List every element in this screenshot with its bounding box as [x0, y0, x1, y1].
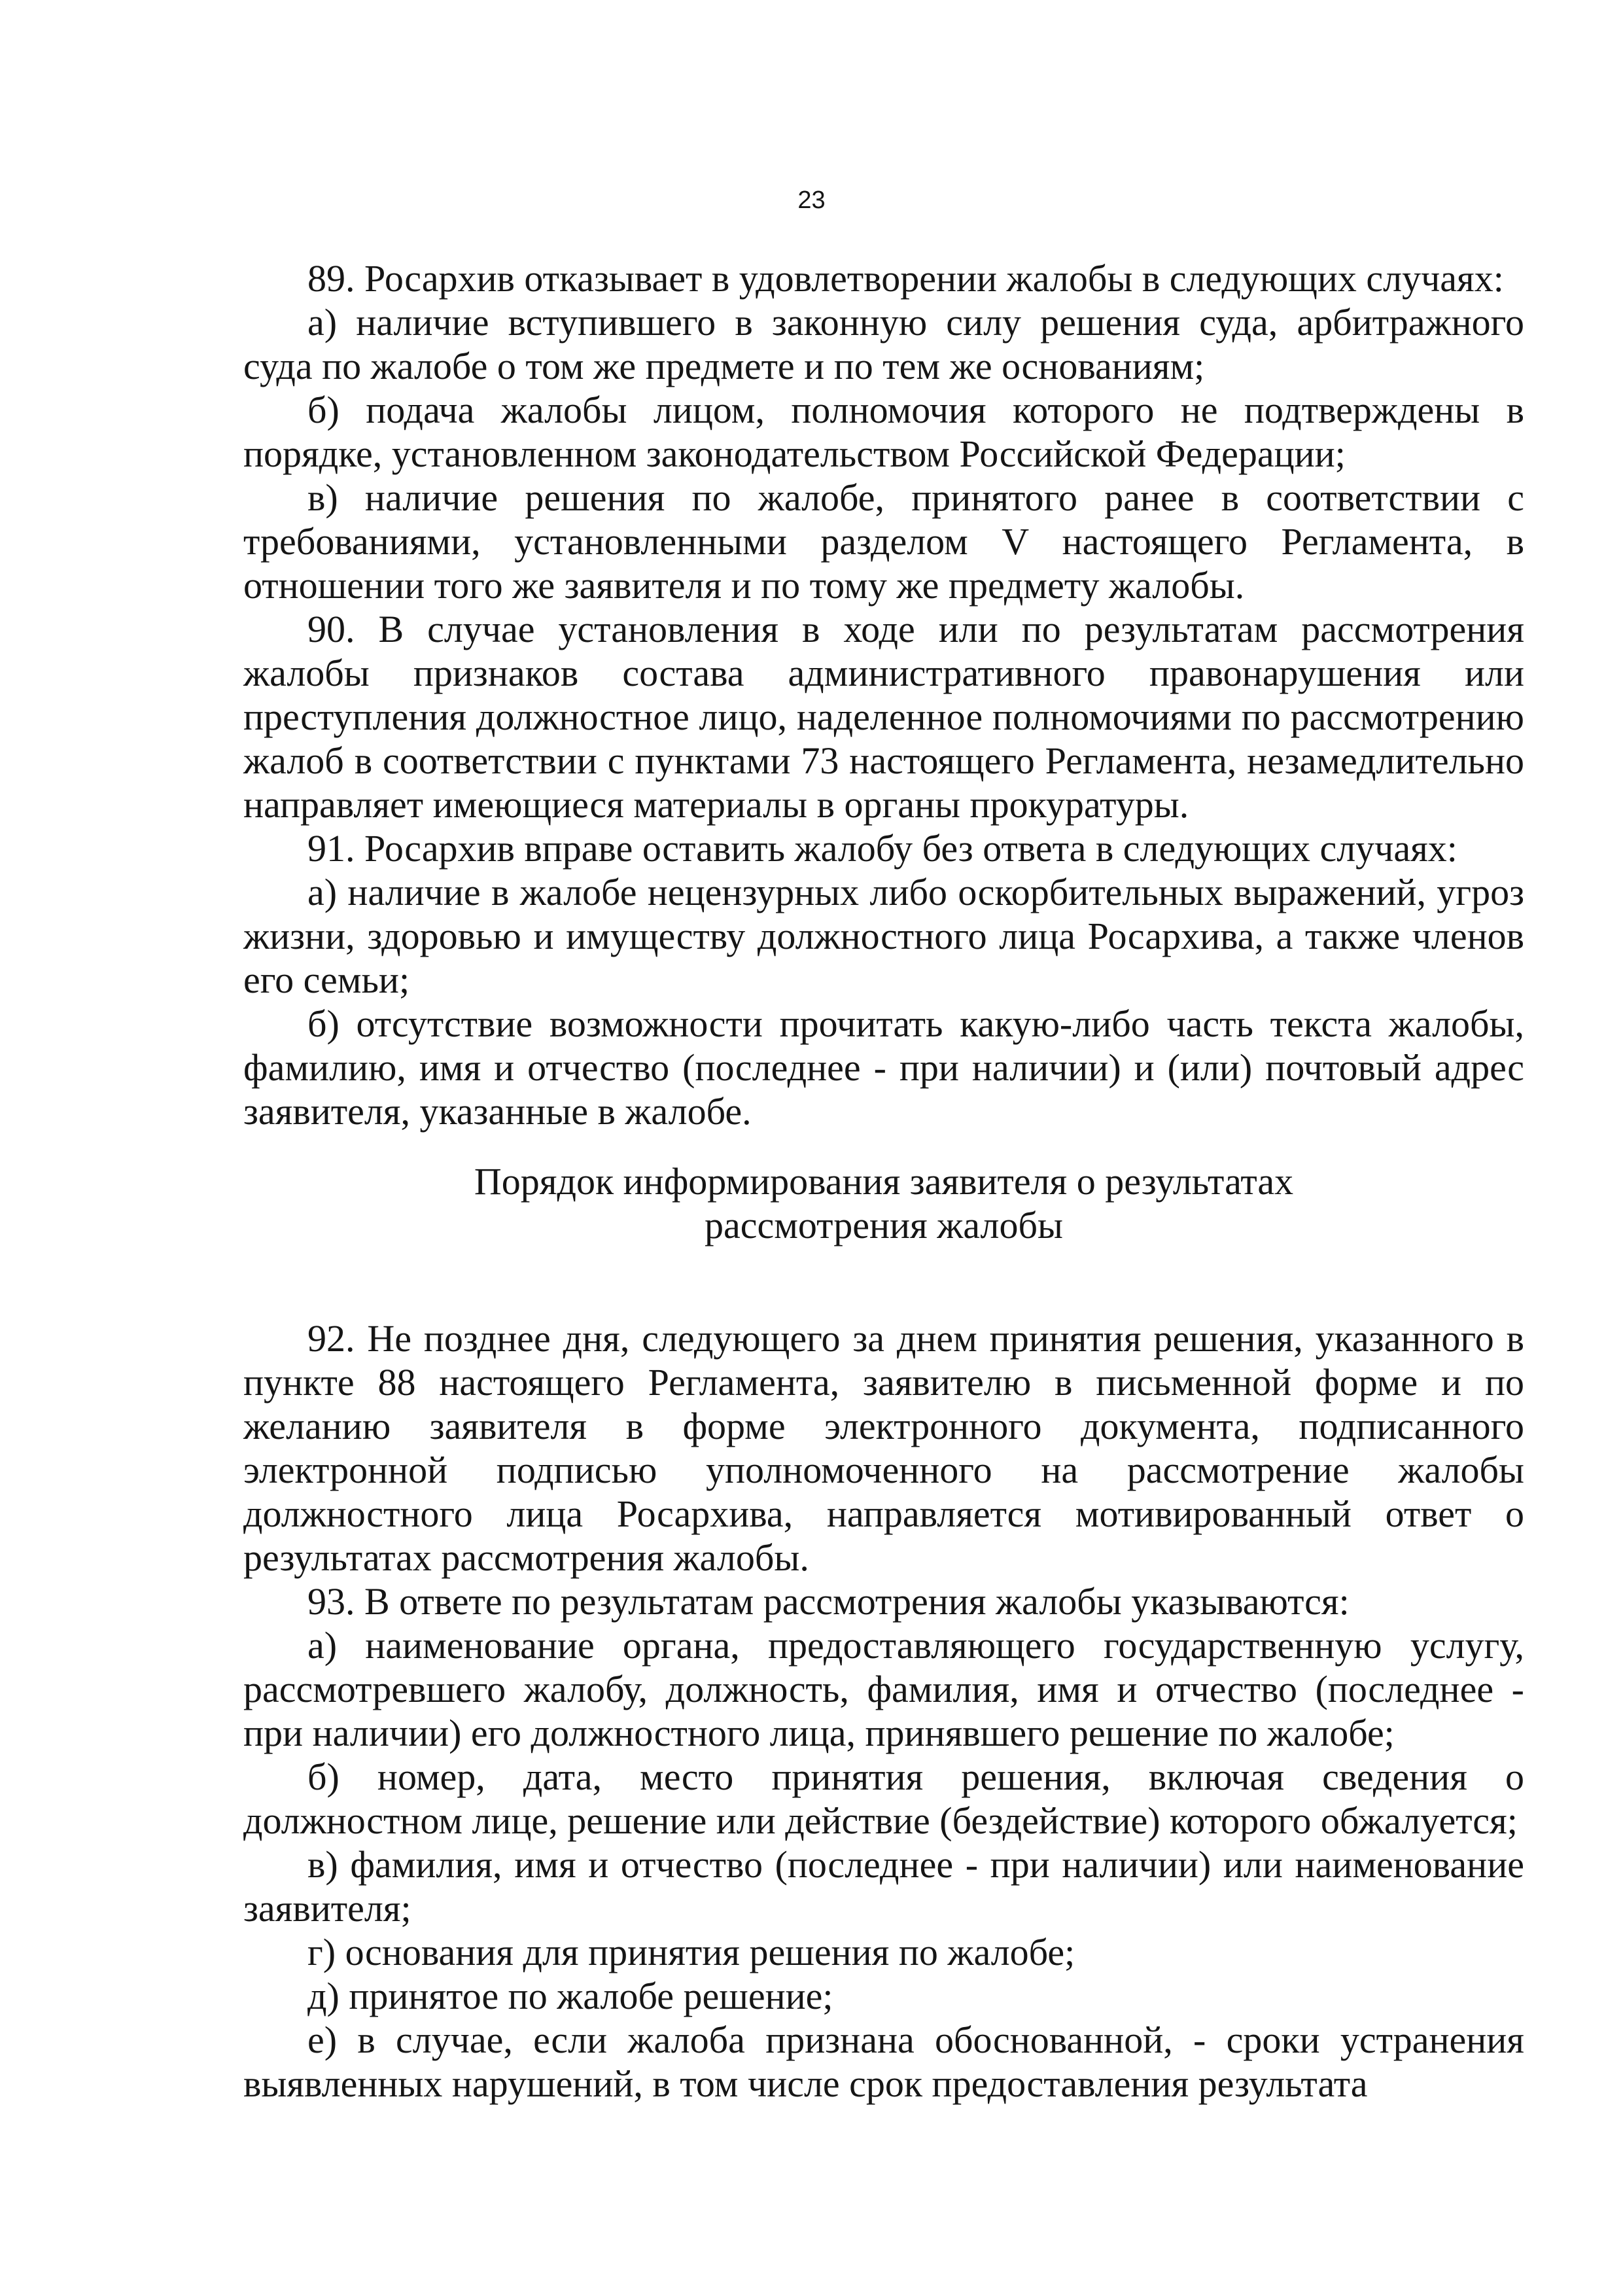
- paragraph-89: 89. Росархив отказывает в удовлетворении жалобы в следующих случаях:: [307, 257, 1504, 300]
- paragraph-93-v: в) фамилия, имя и отчество (последнее - при наличии) или наименование заявителя;: [243, 1843, 1524, 1930]
- paragraph-93-a: а) наименование органа, предоставляющего государственную услугу, рассмотревшего жалобу, должность, фамилия, имя и отчество (последнее - при наличии) его должностного лица, принявшего решение по жалобе;: [243, 1624, 1524, 1754]
- paragraph-93-b: б) номер, дата, место принятия решения, включая сведения о должностном лице, решение или действие (бездействие) которого обжалуется;: [243, 1756, 1524, 1842]
- paragraph-93: 93. В ответе по результатам рассмотрения жалобы указываются:: [307, 1580, 1350, 1623]
- paragraph-89-v: в) наличие решения по жалобе, принятого ранее в соответствии с требованиями, установленными разделом V настоящего Регламента, в отношении того же заявителя и по тому же предмету жалобы.: [243, 476, 1524, 607]
- section-heading-line-1: Порядок информирования заявителя о результатах: [474, 1160, 1294, 1203]
- section-heading-line-2: рассмотрения жалобы: [705, 1204, 1063, 1246]
- paragraph-93-d: д) принятое по жалобе решение;: [307, 1975, 833, 2017]
- paragraph-91-a: а) наличие в жалобе нецензурных либо оскорбительных выражений, угроз жизни, здоровью и имуществу должностного лица Росархива, а также членов его семьи;: [243, 871, 1524, 1001]
- paragraph-90: 90. В случае установления в ходе или по результатам рассмотрения жалобы признаков состава административного правонарушения или преступления должностное лицо, наделенное полномочиями по рассмотрению жалоб в соответствии с пунктами 73 настоящего Регламента, незамедлительно направляет имеющиеся материалы в органы прокуратуры.: [243, 608, 1524, 826]
- paragraph-93-e: е) в случае, если жалоба признана обоснованной, - сроки устранения выявленных нарушений, в том числе срок предоставления результата: [243, 2019, 1524, 2105]
- page-number: 23: [797, 186, 826, 214]
- paragraph-89-a: а) наличие вступившего в законную силу решения суда, арбитражного суда по жалобе о том же предмете и по тем же основаниям;: [243, 301, 1524, 387]
- paragraph-93-g: г) основания для принятия решения по жалобе;: [307, 1931, 1075, 1973]
- paragraph-92: 92. Не позднее дня, следующего за днем принятия решения, указанного в пункте 88 настоящего Регламента, заявителю в письменной форме и по желанию заявителя в форме электронного документа, подписанного электронной подписью уполномоченного на рассмотрение жалобы должностного лица Росархива, направляется мотивированный ответ о результатах рассмотрения жалобы.: [243, 1317, 1524, 1579]
- paragraph-89-b: б) подача жалобы лицом, полномочия которого не подтверждены в порядке, установленном законодательством Российской Федерации;: [243, 389, 1524, 475]
- document-body: [243, 256, 1524, 2106]
- paragraph-91-b: б) отсутствие возможности прочитать какую-либо часть текста жалобы, фамилию, имя и отчество (последнее - при наличии) и (или) почтовый адрес заявителя, указанные в жалобе.: [243, 1002, 1524, 1133]
- paragraph-91: 91. Росархив вправе оставить жалобу без ответа в следующих случаях:: [307, 827, 1457, 870]
- section-heading: [243, 1159, 1524, 1247]
